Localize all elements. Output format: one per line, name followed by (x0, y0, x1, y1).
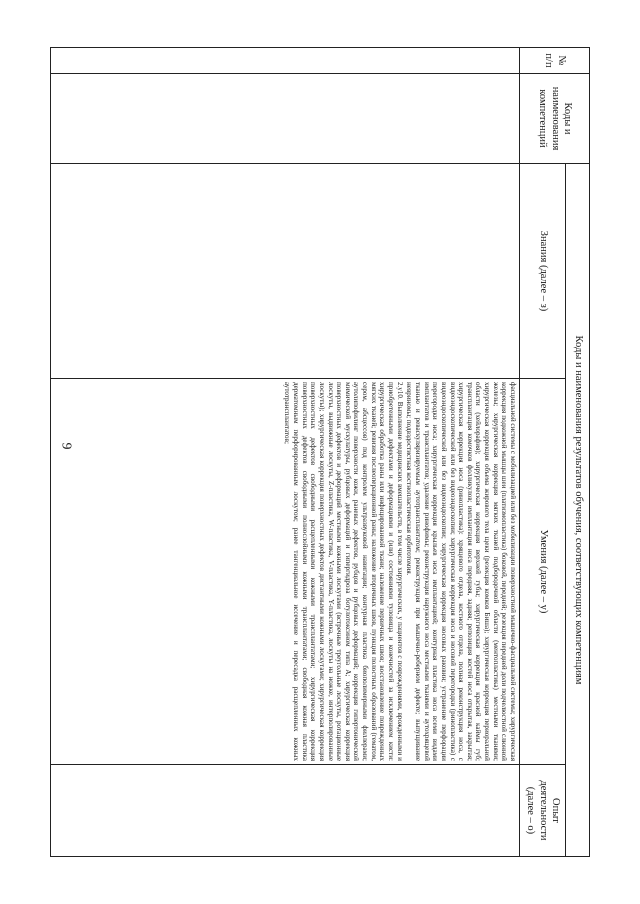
skills-paragraph: фасциальной системы с мобилизацией или без мобилизации поверхностной мышечно-фасциальной системы; хирургическая коррекция подкожной мышцы шеи (платизмопластика) боковой, передней; резекция передней доли подчелюстной слюнной железы; хирургическая коррекция мягких тканей подбородочной области (ментопластика) местными тканями; хирургическая коррекция объема жирового тела щеки (резекция комков Биша); хирургическая коррекция периоральной области (хейлорафия); хирургическая коррекция верхней губы; хирургическая коррекция красной каймы губ; трансплантация комочков фолликулов; имплантация носа передняя, задняя; репозиция костей носа открытая, закрытая; хирургическая коррекция носа (ринопластика): хрящевого отдела, костного отдела, полная реконструкция носа, с видеоэндоскопической или без видеоэндоскопии; хирургическая коррекция носа и носовой перегородки (ринопластика) с видеоэндоскопической или без видеоэндоскопии; хирургическая коррекция носовых раковин; устранение перфорации перегородки носа; хирургическая коррекция крыльев носа имплантацией; контурная пластика носа всеми видами имплантатов и трансплантатов; удаление ринофимы; реконструкция наружного носа местными тканями и аутохрящевой тканью и реваскуляризируемым аутотрансплантатом; реконструкция при мышечно-реберном дефекте; выпущивание невриномы; подвздостистная костнопластическая орбитотомия. (405, 382, 517, 761)
competency-table-rotated (50, 47, 590, 857)
header-num: № п/п (520, 48, 590, 74)
header-skills: Умения (далее – у) (520, 379, 566, 765)
header-experience: Опыт деятельности (далее – о) (520, 764, 566, 856)
competency-table (50, 47, 590, 857)
cell-knowledge (51, 164, 520, 379)
cell-skills (51, 379, 520, 765)
cell-codes (51, 74, 520, 164)
page-number: 9 (58, 442, 74, 450)
header-codes: Коды и наименования компетенций (520, 74, 590, 164)
header-knowledge: Знания (далее – з) (520, 164, 566, 379)
cell-experience (51, 764, 520, 856)
skills-paragraph: 2.у10. Выполнение медицинских вмешательств, в том числе хирургических, у пациентов с повреждениями, врожденными и приобретенными дефектами и деформациями и (или) состояниями туловища и конечностей за исключением кисти: хирургическая обработка раны или инфицированной ткани; наложение первичных швов; восстановление поврежденных мягких тканей; ревизия послеоперационной раны; наложение вторичных швов, пункция полостных образований (гематом, сером, абсцессов) под контролем ультразвуковой навигации; контурная пластика биополимерными филлерами; аутолипофилинг поверхности кожи, раневых дефектов, рубцов и рубцовых деформаций; коррекция гипертонической мимической мускулатуры, рубцовых деформаций и гипергидроза ботулотоксином типа А; хирургическая коррекция поверхностных дефектов и деформаций местными кожными лоскутами (встречные треугольные лоскуты, ротационные лоскуты, выдвижные лоскуты, Z-пластика, W-пластика, V-пластика, Y-пластика, лоскуты на ножке, интерполированные лоскуты); хирургическая коррекция поверхностных дефектов дистантными кожными лоскутами; хирургическая коррекция поверхностных дефектов свободными расщепленными кожными трансплантатами; хирургическая коррекция поверхностных дефектов свободными полнослойными кожными трансплантатами; свободная кожная пластика дерматомным перфорированным лоскутом; ранее тангенциальное иссечение и пересадка расщепленных кожных аутотрансплантатов; (283, 382, 404, 761)
cell-num (51, 48, 520, 74)
header-group: Коды и наименования результатов обучения, соответствующих компетенциям (566, 164, 590, 857)
